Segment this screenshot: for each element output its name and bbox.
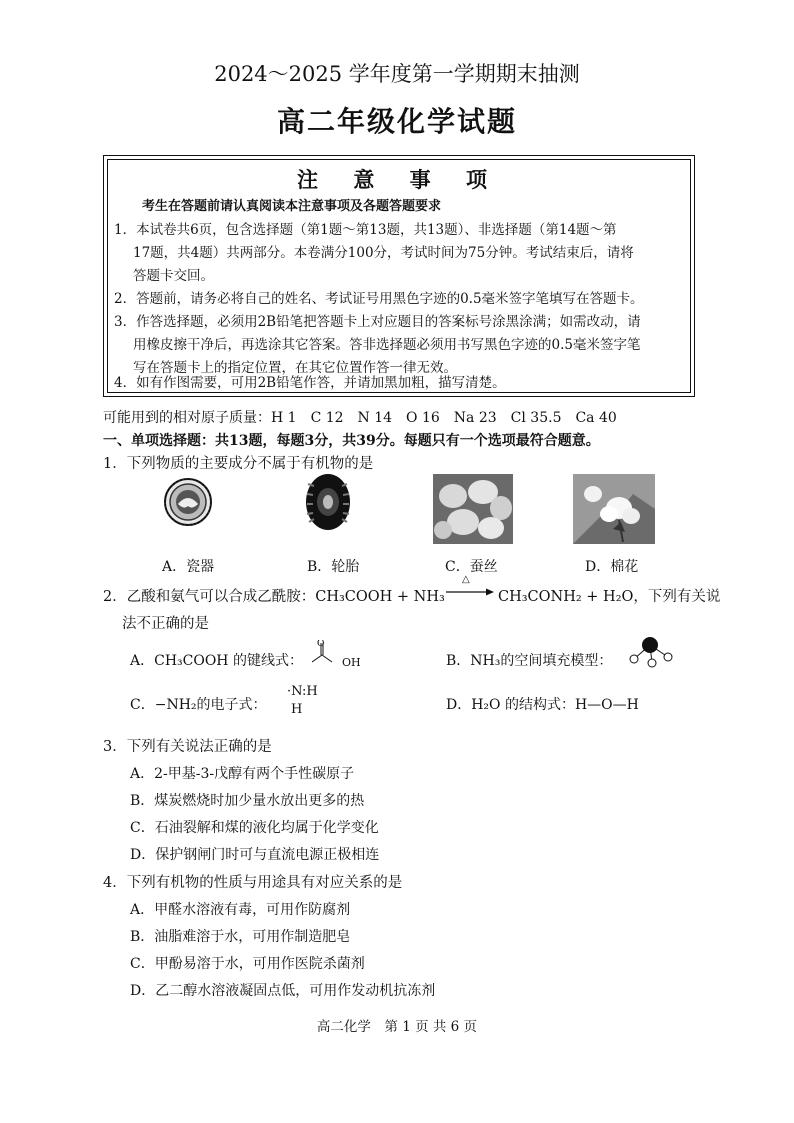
svg-text:O: O: [317, 640, 325, 649]
question-2-stem-end: 法不正确的是: [122, 616, 209, 632]
exam-title: 高二年级化学试题: [276, 105, 517, 138]
heat-symbol: △: [462, 574, 470, 585]
q1-option-d: D．棉花: [585, 559, 639, 575]
atomic-masses: 可能用到的相对原子质量：H 1 C 12 N 14 O 16 Na 23 Cl 35.5 Ca 40: [103, 410, 617, 426]
question-4-stem: 4．下列有机物的性质与用途具有对应关系的是: [103, 875, 403, 891]
q4-option-c: C．甲酚易溶于水，可用作医院杀菌剂: [130, 956, 365, 972]
q4-option-a: A．甲醛水溶液有毒，可用作防腐剂: [130, 902, 351, 918]
oh-group-label: OH: [342, 656, 361, 669]
electron-formula-top: ·N:H: [287, 684, 318, 699]
q2-option-b: B．NH₃的空间填充模型：: [446, 653, 613, 669]
notice-line: 4．如有作图需要，可用2B铅笔作答，并请加黑加粗，描写清楚。: [114, 375, 506, 391]
silk-cocoon-image: [433, 474, 513, 544]
reaction-arrow: [446, 576, 494, 596]
notice-line: 3．作答选择题，必须用2B铅笔把答题卡上对应题目的答案标号涂黑涂满；如需改动，请: [114, 314, 641, 330]
electron-formula-bottom: H: [291, 702, 303, 717]
q1-option-c: C．蚕丝: [445, 559, 498, 575]
q3-option-a: A．2-甲基-3-戊醇有两个手性碳原子: [130, 766, 355, 782]
notice-line: 2．答题前，请务必将自己的姓名、考试证号用黑色字迹的0.5毫米签字笔填写在答题卡。: [114, 291, 644, 307]
question-1-stem: 1．下列物质的主要成分不属于有机物的是: [103, 456, 374, 472]
notice-subtitle: 考生在答题前请认真阅读本注意事项及各题答题要求: [142, 199, 442, 214]
notice-line: 用橡皮擦干净后，再选涂其它答案。答非选择题必须用书写黑色字迹的0.5毫米签字笔: [133, 337, 641, 353]
notice-line: 1．本试卷共6页，包含选择题（第1题～第13题，共13题）、非选择题（第14题～第: [114, 222, 617, 238]
notice-box: [103, 155, 695, 397]
page-footer: 高二化学 第 1 页 共 6 页: [316, 1019, 478, 1035]
ammonia-space-filling-model: [624, 635, 676, 669]
q1-option-a: A．瓷器: [162, 559, 215, 575]
section-heading: 一、单项选择题：共13题，每题3分，共39分。每题只有一个选项最符合题意。: [103, 433, 600, 449]
q3-option-c: C．石油裂解和煤的液化均属于化学变化: [130, 820, 379, 836]
question-3-stem: 3．下列有关说法正确的是: [103, 739, 272, 755]
exam-term-title: 2024～2025 学年度第一学期期末抽测: [214, 62, 580, 86]
q2-option-a: A．CH₃COOH 的键线式：: [130, 653, 303, 669]
porcelain-image: [163, 476, 213, 528]
question-2-stem: 2．乙酸和氨气可以合成乙酰胺：CH₃COOH + NH₃: [103, 589, 445, 605]
q2-option-d: D．H₂O 的结构式：H—O—H: [446, 697, 639, 713]
q4-option-d: D．乙二醇水溶液凝固点低，可用作发动机抗冻剂: [130, 983, 436, 999]
notice-title: 注 意 事 项: [297, 167, 501, 192]
cotton-image: [573, 474, 655, 544]
notice-line: 答题卡交回。: [133, 268, 214, 284]
q3-option-b: B．煤炭燃烧时加少量水放出更多的热: [130, 793, 365, 809]
question-2-stem-continued: CH₃CONH₂ + H₂O，下列有关说: [498, 589, 721, 605]
q3-option-d: D．保护钢闸门时可与直流电源正极相连: [130, 847, 380, 863]
q2-option-c: C．−NH₂的电子式：: [130, 697, 267, 713]
notice-line: 17题，共4题）共两部分。本卷满分100分，考试时间为75分钟。考试结束后，请将: [133, 245, 634, 261]
q4-option-b: B．油脂难溶于水，可用作制造肥皂: [130, 929, 351, 945]
notice-line: 写在答题卡上的指定位置，在其它位置作答一律无效。: [133, 360, 457, 376]
tire-image: [303, 472, 353, 532]
amino-electron-formula: [287, 684, 317, 720]
q1-option-b: B．轮胎: [307, 559, 360, 575]
acetic-acid-skeletal-formula: [312, 640, 372, 672]
